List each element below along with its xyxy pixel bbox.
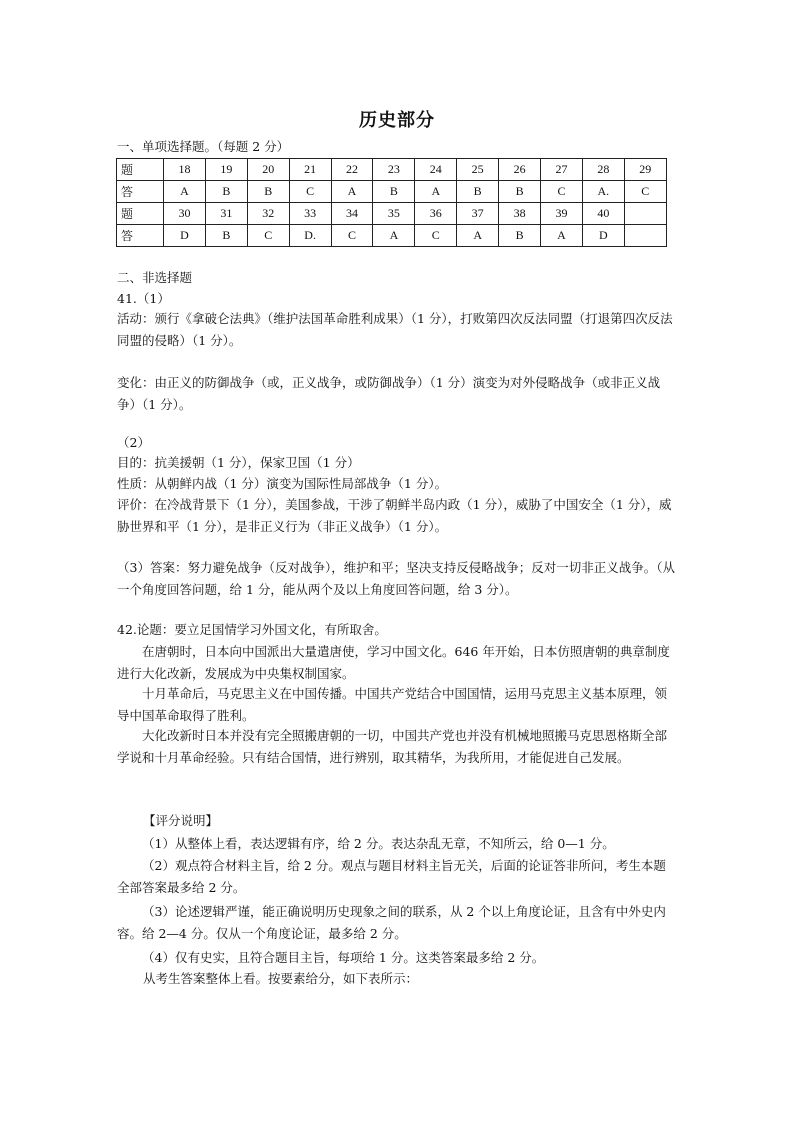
table-cell: B	[373, 181, 415, 203]
q41-change: 变化：由正义的防御战争（或，正义战争，或防御战争）（1 分）演变为对外侵略战争（或非正义战争）（1 分）。	[117, 375, 661, 412]
q41-nature: 性质：从朝鲜内战（1 分）演变为国际性局部战争（1 分）。	[117, 476, 448, 491]
table-cell: A.	[582, 181, 624, 203]
table-cell: 38	[499, 203, 541, 225]
table-cell: A	[541, 225, 583, 247]
answer-table-row	[117, 203, 667, 225]
table-cell: A	[331, 181, 373, 203]
q41-activity: 活动：颁行《拿破仑法典》（维护法国革命胜利成果）（1 分），打败第四次反法同盟（打退第四次反法同盟的侵略）（1 分）。	[117, 311, 673, 348]
q42-para2: 十月革命后，马克思主义在中国传播。中国共产党结合中国国情，运用马克思主义基本原理，领导中国革命取得了胜利。	[117, 686, 668, 723]
scoring-item-3: （3）论述逻辑严谨，能正确说明历史现象之间的联系，从 2 个以上角度论证，且含有中外史内容。给 2—4 分。仅从一个角度论证，最多给 2 分。	[117, 904, 666, 941]
row-label-cell: 题	[117, 159, 164, 181]
table-cell: C	[541, 181, 583, 203]
table-cell: C	[624, 181, 666, 203]
answer-table-row	[117, 181, 667, 203]
q41-part2: （2）	[117, 435, 150, 450]
table-cell: B	[499, 225, 541, 247]
table-cell: 29	[624, 159, 666, 181]
q42-para3: 大化改新时日本并没有完全照搬唐朝的一切，中国共产党也并没有机械地照搬马克思恩格斯全部学说和十月革命经验。只有结合国情，进行辨别，取其精华，为我所用，才能促进自己发展。	[117, 728, 668, 765]
answer-table	[116, 158, 667, 247]
table-cell: D	[582, 225, 624, 247]
table-cell: 26	[499, 159, 541, 181]
table-cell: 24	[415, 159, 457, 181]
table-cell: 28	[582, 159, 624, 181]
q41-purpose: 目的：抗美援朝（1 分），保家卫国（1 分）	[117, 455, 360, 470]
q41-evaluation: 评价：在冷战背景下（1 分），美国参战，干涉了朝鲜半岛内政（1 分），威胁了中国安全（1 分），威胁世界和平（1 分），是非正义行为（非正义战争）（1 分）。	[117, 497, 672, 534]
table-cell: C	[289, 181, 331, 203]
table-cell: D.	[289, 225, 331, 247]
table-cell	[624, 203, 666, 225]
table-cell: 34	[331, 203, 373, 225]
table-cell: 30	[164, 203, 206, 225]
table-cell: 31	[205, 203, 247, 225]
answer-table-body	[117, 159, 667, 247]
scoring-item-2: （2）观点符合材料主旨，给 2 分。观点与题目材料主旨无关，后面的论证答非所问，考生本题全部答案最多给 2 分。	[117, 858, 666, 895]
scoring-item-1: （1）从整体上看，表达逻辑有序，给 2 分。表达杂乱无章，不知所云，给 0—1 分。	[142, 836, 615, 851]
q42-thesis: 42.论题：要立足国情学习外国文化，有所取舍。	[117, 622, 387, 637]
q42-para1: 在唐朝时，日本向中国派出大量遣唐使，学习中国文化。646 年开始，日本仿照唐朝的典章制度进行大化改新，发展成为中央集权制国家。	[117, 644, 670, 681]
scoring-closing: 从考生答案整体上看。按要素给分，如下表所示：	[143, 971, 419, 986]
section2-heading: 二、非选择题	[117, 270, 193, 285]
table-cell: D	[164, 225, 206, 247]
table-cell: 21	[289, 159, 331, 181]
scoring-item-4: （4）仅有史实，且符合题目主旨，每项给 1 分。这类答案最多给 2 分。	[142, 950, 545, 965]
table-cell: C	[247, 225, 289, 247]
answer-table-row	[117, 225, 667, 247]
table-cell: 27	[541, 159, 583, 181]
section1-heading: 一、单项选择题。（每题 2 分）	[117, 139, 290, 154]
table-cell: 20	[247, 159, 289, 181]
table-cell: 36	[415, 203, 457, 225]
table-cell: A	[373, 225, 415, 247]
table-cell: 18	[164, 159, 206, 181]
table-cell: 37	[457, 203, 499, 225]
table-cell: 40	[582, 203, 624, 225]
table-cell: 39	[541, 203, 583, 225]
table-cell: 35	[373, 203, 415, 225]
table-cell: B	[205, 181, 247, 203]
table-cell: B	[499, 181, 541, 203]
table-cell: 32	[247, 203, 289, 225]
table-cell: A	[164, 181, 206, 203]
table-cell: 25	[457, 159, 499, 181]
table-cell: 19	[205, 159, 247, 181]
row-label-cell: 题	[117, 203, 164, 225]
table-cell: 33	[289, 203, 331, 225]
table-cell: A	[415, 181, 457, 203]
q41-number: 41.（1）	[117, 291, 170, 306]
q41-part3: （3）答案：努力避免战争（反对战争），维护和平；坚决支持反侵略战争；反对一切非正义战争。（从一个角度回答问题，给 1 分，能从两个及以上角度回答问题，给 3 分）。	[117, 560, 675, 597]
table-cell: C	[415, 225, 457, 247]
table-cell	[624, 225, 666, 247]
table-cell: 23	[373, 159, 415, 181]
page-title: 历史部分	[359, 110, 435, 131]
table-cell: 22	[331, 159, 373, 181]
scoring-heading: 【评分说明】	[143, 813, 219, 828]
table-cell: B	[205, 225, 247, 247]
table-cell: A	[457, 225, 499, 247]
row-label-cell: 答	[117, 181, 164, 203]
table-cell: B	[457, 181, 499, 203]
table-cell: C	[331, 225, 373, 247]
table-cell: B	[247, 181, 289, 203]
answer-table-row	[117, 159, 667, 181]
row-label-cell: 答	[117, 225, 164, 247]
